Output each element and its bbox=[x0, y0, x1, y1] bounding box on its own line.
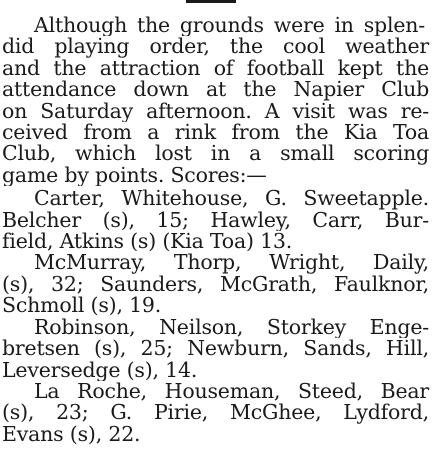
result-line: McMurray, Thorp, Wright, Daily, bbox=[34, 252, 429, 274]
result-line: Evans (s), 22. bbox=[2, 423, 141, 446]
article-line: attendance down at the Napier Club bbox=[2, 79, 429, 101]
result-paragraph bbox=[0, 252, 437, 316]
result-paragraph bbox=[0, 317, 437, 381]
article-line: game by points. Scores:— bbox=[2, 164, 267, 187]
result-line: field, Atkins (s) (Kia Toa) 13. bbox=[2, 231, 293, 253]
result-line: Carter, Whitehouse, G. Sweetapple. bbox=[34, 188, 429, 210]
result-line: Belcher (s), 15; Hawley, Carr, Bur- bbox=[2, 209, 429, 232]
article-line: on Saturday afternoon. A visit was re- bbox=[2, 100, 429, 123]
article-line: ceived from a rink from the Kia Toa bbox=[2, 122, 429, 144]
article-line: Club, which lost in a small scoring bbox=[2, 143, 429, 165]
news-article bbox=[0, 15, 437, 445]
article-line: Although the grounds were in splen- bbox=[34, 15, 425, 37]
result-paragraph bbox=[0, 381, 437, 445]
result-line: Robinson, Neilson, Storkey Enge- bbox=[34, 316, 429, 339]
result-line: bretsen (s), 25; Newburn, Sands, Hill, bbox=[2, 338, 429, 360]
result-line: Leversedge (s), 14. bbox=[2, 359, 198, 381]
column-rule bbox=[186, 0, 236, 3]
result-line: (s), 32; Saunders, McGrath, Faulknor, bbox=[2, 273, 429, 296]
result-line: Schmoll (s), 19. bbox=[2, 295, 162, 317]
article-line: and the attraction of football kept the bbox=[2, 57, 429, 80]
result-line: (s), 23; G. Pirie, McGhee, Lydford, bbox=[2, 402, 429, 424]
result-line: La Roche, Houseman, Steed, Bear bbox=[34, 380, 429, 403]
intro-paragraph bbox=[0, 15, 437, 186]
result-paragraph bbox=[0, 188, 437, 252]
article-line: did playing order, the cool weather bbox=[2, 36, 429, 58]
